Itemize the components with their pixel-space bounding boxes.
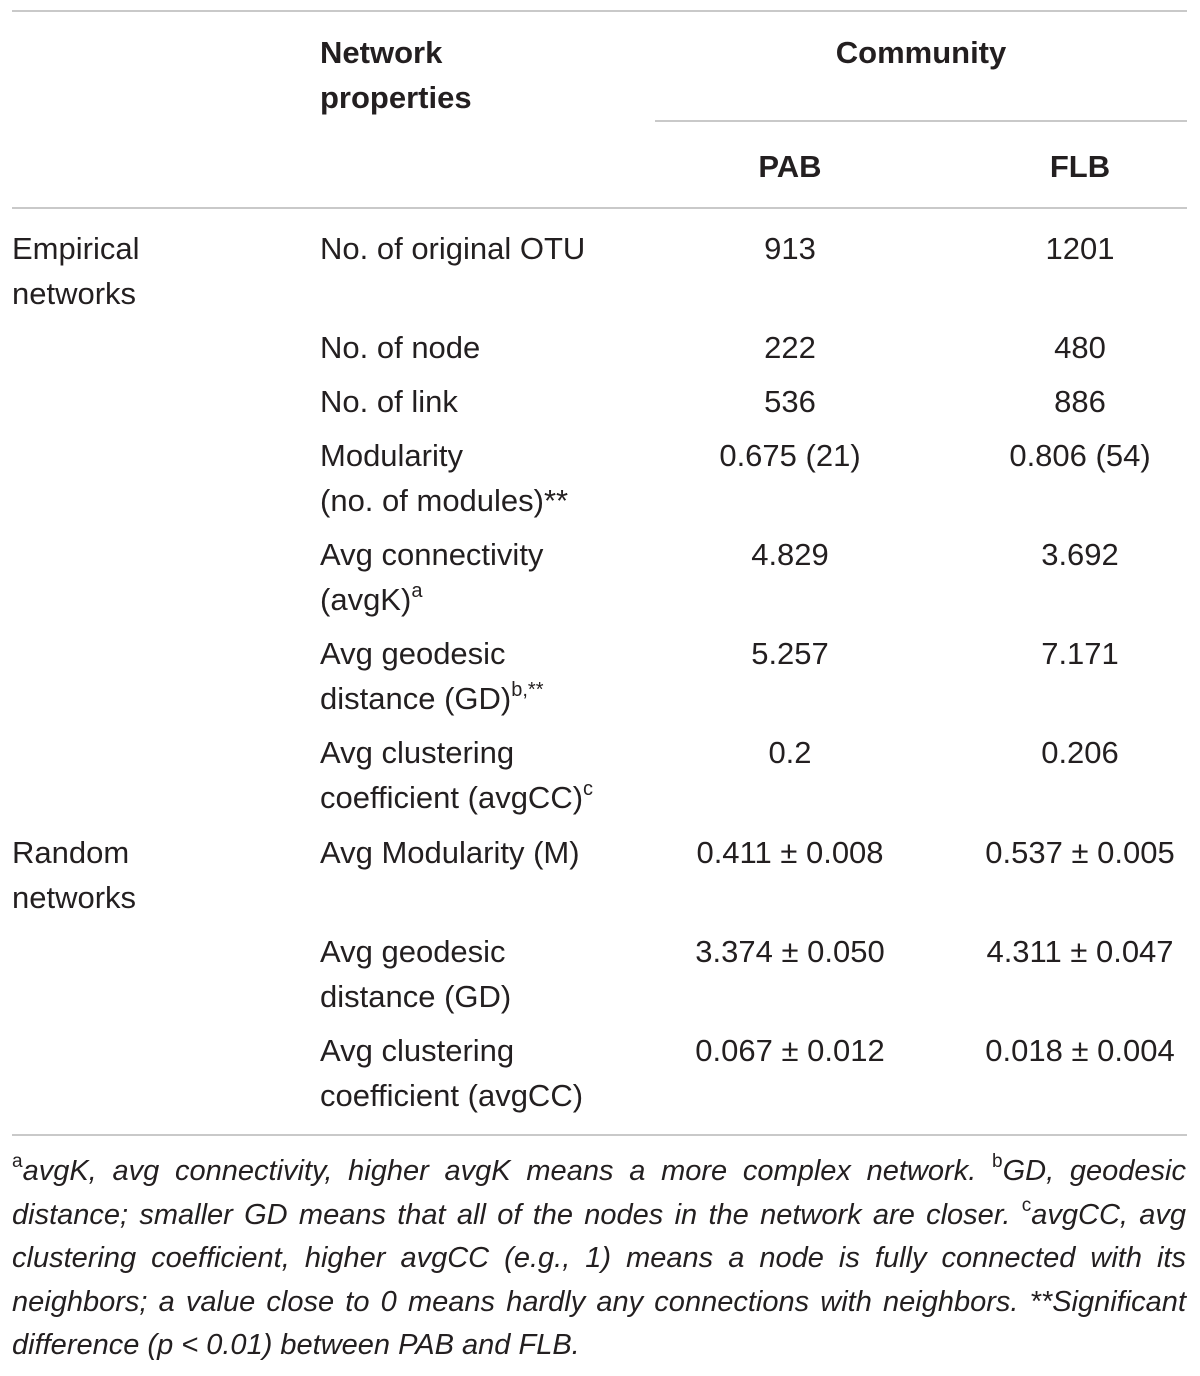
- table-row-property: No. of link: [320, 384, 458, 419]
- table-cell-pab: 0.675 (21): [719, 438, 861, 473]
- table-row-property: Avg geodesic distance (GD)$^{b,**}$: [320, 636, 544, 716]
- footnote-a-mark: a: [12, 1151, 23, 1173]
- table-cell-pab: 0.411 ± 0.008: [696, 835, 884, 870]
- footnote-c: avgCC, avg clustering coefficient, higher avgCC (e.g., 1) means a node is fully connected with its neighbors; a value close to 0 means hardly any connections with neighbors.: [12, 1198, 1186, 1318]
- table-cell-pab: 0.2: [768, 735, 812, 770]
- table-row-property: No. of original OTU: [320, 231, 586, 266]
- table-cell-pab: 3.374 ± 0.050: [695, 934, 885, 969]
- top-rule: [12, 10, 1187, 12]
- table-cell-pab: 4.829: [751, 537, 829, 572]
- table-row-property: Avg geodesic distance (GD): [320, 934, 512, 1014]
- table-cell-pab: 222: [764, 330, 816, 365]
- table-row-property: No. of node: [320, 330, 481, 365]
- flb-column-header: FLB: [1049, 149, 1111, 184]
- table-row-property: Avg clustering coefficient (avgCC)$^c$: [320, 735, 594, 815]
- table-cell-pab: 5.257: [751, 636, 829, 671]
- table-cell-pab: 0.067 ± 0.012: [695, 1033, 885, 1068]
- community-header: Community: [835, 35, 1007, 70]
- table-cell-flb: 480: [1054, 330, 1106, 365]
- footnote-a: avgK, avg connectivity, higher avgK means a more complex network.: [22, 1155, 993, 1187]
- table-cell-flb: 0.806 (54): [1009, 438, 1151, 473]
- footnote-b-mark: b: [992, 1151, 1003, 1173]
- group-label-empirical: Empirical networks: [12, 231, 140, 311]
- table-cell-flb: 7.171: [1041, 636, 1119, 671]
- table-row-property: Modularity (no. of modules)**: [320, 438, 569, 518]
- table-cell-flb: 0.537 ± 0.005: [985, 835, 1175, 870]
- group-label-random: Random networks: [12, 835, 137, 915]
- table-cell-flb: 3.692: [1041, 537, 1119, 572]
- footnote-c-mark: c: [1021, 1194, 1032, 1216]
- table-cell-pab: 913: [764, 231, 816, 266]
- community-underline: [655, 120, 1187, 122]
- table-cell-flb: 1201: [1045, 231, 1115, 266]
- table-row-property: Avg clustering coefficient (avgCC): [320, 1033, 584, 1113]
- table-row-property: Avg connectivity (avgK)$^a$: [320, 537, 544, 617]
- table-bottom-rule: [12, 1134, 1187, 1136]
- footnote-significance: **Significant difference (p < 0.01) between PAB and FLB.: [12, 1285, 1186, 1361]
- network-properties-header: Network properties: [320, 35, 472, 115]
- header-bottom-rule: [12, 207, 1187, 209]
- table-cell-flb: 0.206: [1041, 735, 1119, 770]
- pab-column-header: PAB: [758, 149, 822, 184]
- table-cell-flb: 886: [1054, 384, 1106, 419]
- table-cell-flb: 0.018 ± 0.004: [985, 1033, 1175, 1068]
- table-footnotes: [12, 1150, 1186, 1368]
- table-row-property: Avg Modularity (M): [320, 835, 580, 870]
- table-cell-flb: 4.311 ± 0.047: [986, 934, 1174, 969]
- table-cell-pab: 536: [764, 384, 816, 419]
- footnote-b: GD, geodesic distance; smaller GD means that all of the nodes in the network are closer.: [12, 1155, 1186, 1231]
